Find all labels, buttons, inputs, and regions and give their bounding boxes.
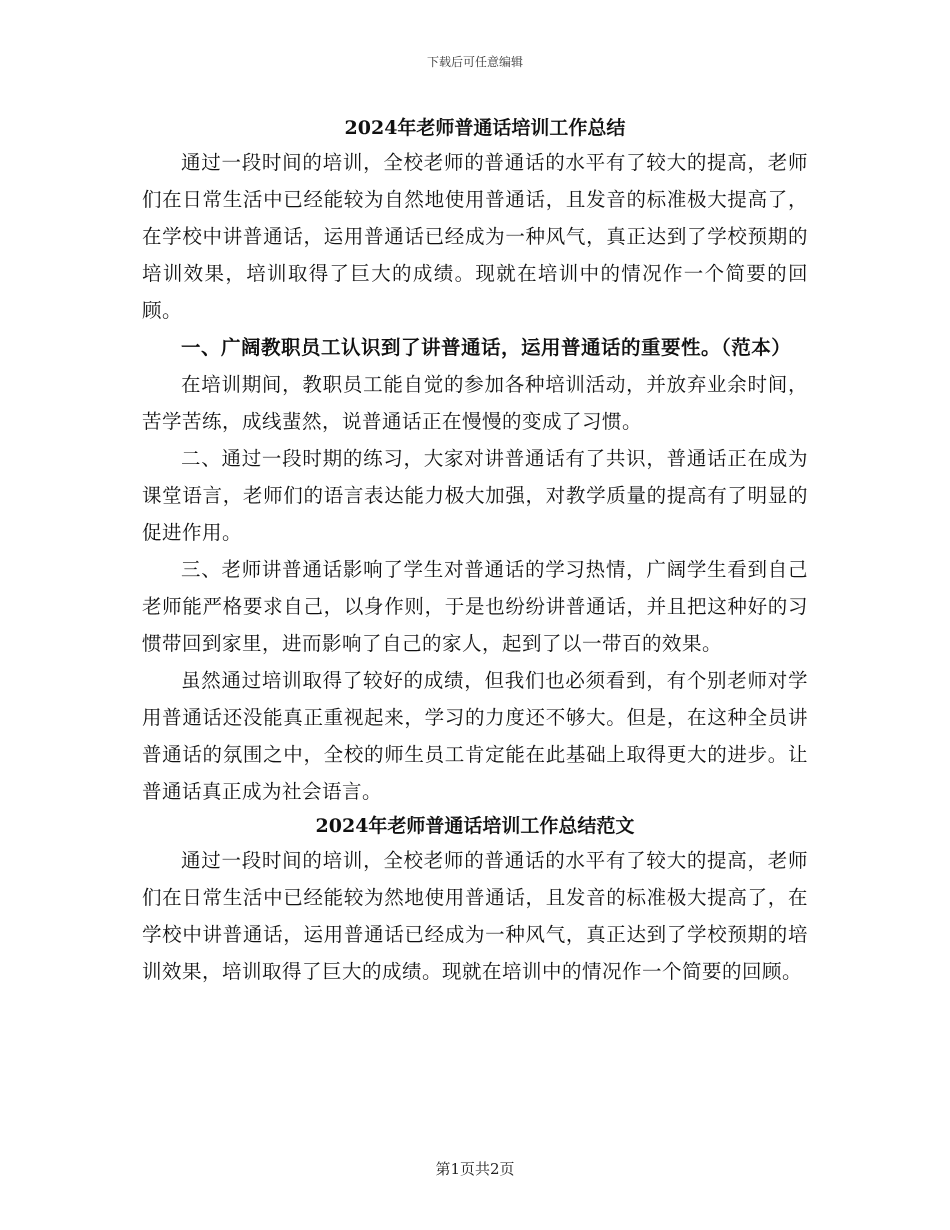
page-number-footer: 第1页共2页 (435, 1160, 515, 1178)
paragraph-conclusion: 虽然通过培训取得了较好的成绩，但我们也必须看到，有个别老师对学用普通话还没能真正重视起来，学习的力度还不够大。但是，在这种全员讲普通话的氛围之中，全校的师生员工肯定能在此基础上取得更大的进步。让普通话真正成为社会语言。 (142, 669, 808, 803)
document-title: 2024年老师普通话培训工作总结 (344, 117, 626, 139)
paragraph-point-2: 二、通过一段时期的练习，大家对讲普通话有了共识，普通话正在成为课堂语言，老师们的语言表达能力极大加强，对教学质量的提高有了明显的促进作用。 (142, 447, 808, 544)
paragraph-intro-2: 通过一段时间的培训，全校老师的普通话的水平有了较大的提高，老师们在日常生活中已经能较为然地使用普通话，且发音的标准极大提高了，在学校中讲普通话，运用普通话已经成为一种风气，真正达到了学校预期的培训效果，培训取得了巨大的成绩。现就在培训中的情况作一个简要的回顾。 (142, 849, 808, 983)
paragraph-intro: 通过一段时间的培训，全校老师的普通话的水平有了较大的提高，老师们在日常生活中已经能较为自然地使用普通话，且发音的标准极大提高了，在学校中讲普通话，运用普通话已经成为一种风气，真正达到了学校预期的培训效果，培训取得了巨大的成绩。现就在培训中的情况作一个简要的回顾。 (142, 151, 808, 322)
paragraph-training-period: 在培训期间，教职员工能自觉的参加各种培训活动，并放弃业余时间，苦学苦练，成线蜚然，说普通话正在慢慢的变成了习惯。 (142, 373, 808, 433)
section-heading-1: 一、广阔教职员工认识到了讲普通话，运用普通话的重要性。（范本） (181, 336, 792, 359)
document-title-2: 2024年老师普通话培训工作总结范文 (315, 815, 635, 837)
paragraph-point-3: 三、老师讲普通话影响了学生对普通话的学习热情，广阔学生看到自己老师能严格要求自己，以身作则，于是也纷纷讲普通话，并且把这种好的习惯带回到家里，进而影响了自己的家人，起到了以一带百的效果。 (142, 558, 808, 655)
document-body (142, 112, 808, 990)
header-note: 下载后可任意编辑 (426, 55, 523, 69)
